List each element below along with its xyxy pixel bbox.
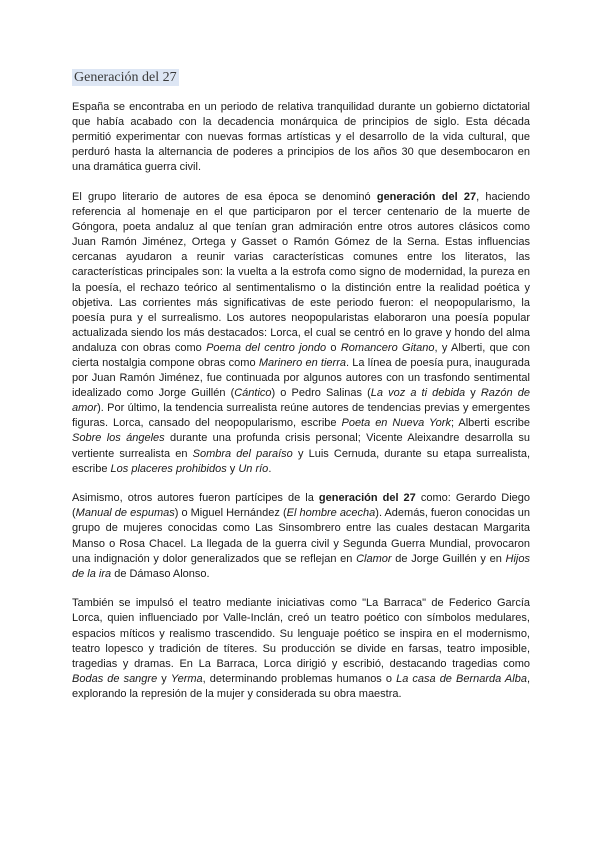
work-title: Clamor xyxy=(356,552,392,565)
work-title: Un río xyxy=(238,462,269,475)
work-title: La voz a ti debida xyxy=(370,387,466,400)
work-title: Romancero Gitano xyxy=(340,341,435,354)
work-title: Poema del centro jondo xyxy=(206,341,327,354)
work-title: Razón de amor xyxy=(72,387,530,415)
work-title: Sobre los ángeles xyxy=(72,432,165,445)
bold-term: generación del 27 xyxy=(376,190,477,203)
work-title: Marinero en tierra xyxy=(258,357,346,369)
paragraph-other-authors: Asimismo, otros autores fueron partícipes de la generación del 27 como: Gerardo Diego (Manual de espumas) o Miguel Hernández (El hombre acecha). Además, fueron conocidas un grupo de mujeres conocidas como Las Sinsombrero entre las cuales destacan Margarita Manso o Rosa Chacel. La llegada de la guerra civil y Segunda Guerra Mundial, provocaron una indignación y dolor generalizados que se reflejan en Clamor de Jorge Guillén y en Hijos de la ira de Dámaso Alonso. xyxy=(72,492,531,580)
paragraph-context: España se encontraba en un periodo de relativa tranquilidad durante un gobierno dictatorial que había acabado con la decadencia monárquica de principios de siglo. Esta década permitió experimentar con nuevas formas artísticas y el desarrollo de la vida cultural, que perduró hasta la alternancia de poderes a principios de los años 30 que desembocaron en una dramática guerra civil. xyxy=(72,101,530,174)
document-title: Generación del 27 xyxy=(74,70,177,85)
bold-term: generación del 27 xyxy=(318,492,416,505)
work-title: Cántico xyxy=(234,387,272,400)
paragraph-theatre: También se impulsó el teatro mediante iniciativas como "La Barraca" de Federico García Lorca, quien influenciado por Valle-Inclán, creó un teatro poético con símbolos medulares, espacios míticos y realismo trascendido. Su lenguaje poético se inspira en el modernismo, teatro lopesco y tradición de títeres. Su producción se divide en farsas, teatro imposible, tragedias y dramas. En La Barraca, Lorca dirigió y escribió, destacando tragedias como Bodas de sangre y Yerma, determinando problemas humanos o La casa de Bernarda Alba, explorando la represión de la mujer y considerada su obra maestra. xyxy=(72,597,530,700)
work-title: Sombra del paraíso xyxy=(192,447,293,460)
work-title: El hombre acecha xyxy=(286,507,376,520)
work-title: La casa de Bernarda Alba xyxy=(396,672,527,685)
work-title: Hijos de la ira xyxy=(72,552,530,580)
work-title: Manual de espumas xyxy=(75,507,175,520)
work-title: Bodas de sangre xyxy=(72,672,158,685)
paragraph-generation: El grupo literario de autores de esa época se denominó generación del 27, haciendo referencia al homenaje en el que participaron por el tercer centenario de la muerte de Góngora, poeta andaluz al que tenían gran admiración entre otros autores clásicos como Juan Ramón Jiménez, Ortega y Gasset o Ramón Gómez de la Serna. Estas influencias cercanas ayudaron a reunir varias características comunes entre los literatos, las características principales son: la vuelta a la estrofa como signo de modernidad, la pureza en la poesía, el rechazo teórico al sentimentalismo o la distinción entre la realidad poética y objetiva. Las corrientes más significativas de este periodo fueron: el neopopularismo, la poesía pura y el surrealismo. Los autores neopopularistas elaboraron una poesía popular actualizada siendo los más destacados: Lorca, el cual se centró en lo grave y hondo del alma andaluza con obras como Poema del centro jondo o Romancero Gitano, y Alberti, que con cierta nostalgia compone obras como Marinero en tierra. La línea de poesía pura, inaugurada por Juan Ramón Jiménez, fue continuada por algunos autores con un trasfondo sentimental idealizado como Jorge Guillén (Cántico) o Pedro Salinas (La voz a ti debida y Razón de amor). Por último, la tendencia surrealista reúne autores de tendencias previas y emergentes figuras. Lorca, cansado del neopopularismo, escribe Poeta en Nueva York; Alberti escribe Sobre los ángeles durante una profunda crisis personal; Vicente Aleixandre desarrolla su vertiente surrealista en Sombra del paraíso y Luis Cernuda, durante su etapa surrealista, escribe Los placeres prohibidos y Un río. xyxy=(72,190,530,475)
work-title: Los placeres prohibidos xyxy=(110,462,227,475)
work-title: Yerma xyxy=(170,672,203,685)
work-title: Poeta en Nueva York xyxy=(341,417,451,430)
